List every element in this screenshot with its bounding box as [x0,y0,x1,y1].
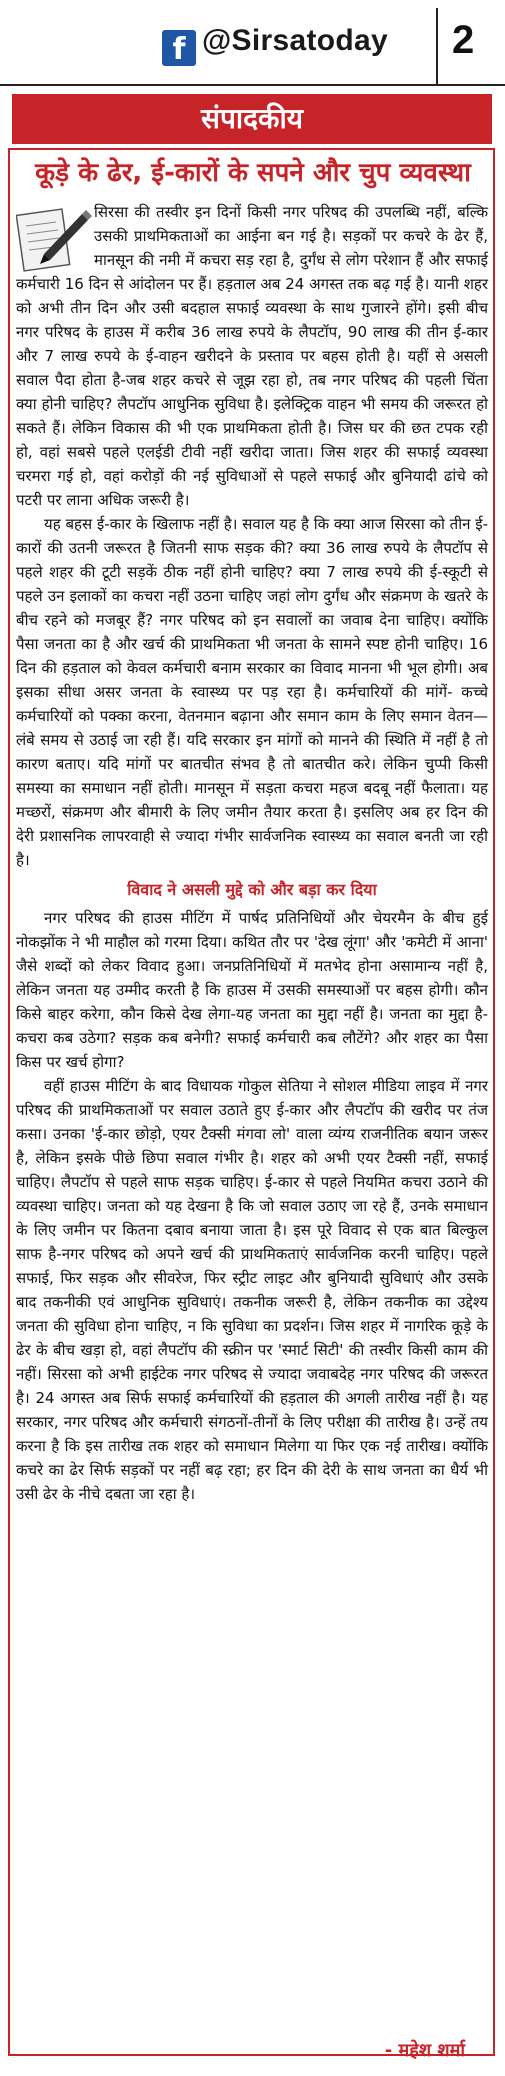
section-banner [12,94,492,144]
paragraph-3: नगर परिषद की हाउस मीटिंग में पार्षद प्रतिनिधियों और चेयरमैन के बीच हुई नोकझोंक ने भी माहौल को गरमा दिया। कथित तौर पर 'देख लूंगा' और 'कमेटी में आना' जैसे शब्दों को लेकर विवाद हुआ। जनप्रतिनिधियों में मतभेद होना असामान्य नहीं है, लेकिन जनता यह उम्मीद करती है कि हाउस में उसकी समस्याओं पर बहस होगी। कौन किसे बाहर करेगा, कौन किसे देख लेगा-यह जनता का मुद्दा नहीं है। जनता का मुद्दा है-कचरा कब उठेगा? सड़क कब बनेगी? सफाई कर्मचारी कब लौटेंगे? और शहर का पैसा किस पर खर्च होगा? [16,909,488,1071]
page-number: 2 [452,18,475,62]
article-body [16,200,488,1506]
paragraph-2: यह बहस ई-कार के खिलाफ नहीं है। सवाल यह है कि क्या आज सिरसा को तीन ई-कारों की उतनी जरूरत है जितनी साफ सड़क की? क्या 36 लाख रुपये के लैपटॉप से पहले शहर की टूटी सड़कें ठीक नहीं होनी चाहिए? क्या 7 लाख रुपये की ई-स्कूटी से पहले उन इलाकों का कचरा नहीं उठना चाहिए जहां लोग दुर्गंध और संक्रमण के खतरे के बीच रहने को मजबूर हैं? नगर परिषद को इन सवालों का जवाब देना चाहिए। क्योंकि पैसा जनता का है और खर्च की प्राथमिकता भी जनता के सामने स्पष्ट होनी चाहिए। 16 दिन की हड़ताल को केवल कर्मचारी बनाम सरकार का विवाद मानना भी भूल होगी। अब इसका सीधा असर जनता के स्वास्थ्य पर पड़ रहा है। कर्मचारियों की मांगें- कच्चे कर्मचारियों को पक्का करना, वेतनमान बढ़ाना और समान काम के लिए समान वेतन—लंबे समय से उठाई जा रही हैं। यदि सरकार इन मांगों को मानने की स्थिति में नहीं है तो कारण बताए। यदि मांगों पर बातचीत संभव है तो बातचीत करे। लेकिन चुप्पी किसी समस्या का समाधान नहीं होती। मानसून में सड़ता कचरा महज बदबू नहीं फैलाता। यह मच्छरों, संक्रमण और बीमारी के लिए जमीन तैयार करता है। इसलिए अब हर दिन की देरी प्रशासनिक लापरवाही से ज्यादा गंभीर सार्वजनिक स्वास्थ्य का सवाल बनती जा रही है। [16,515,488,869]
section-label: संपादकीय [201,102,303,135]
article-headline: कूड़े के ढेर, ई-कारों के सपने और चुप व्यवस्था [35,158,471,188]
author-byline: - महेश शर्मा [384,2040,465,2061]
header-divider [436,8,438,84]
facebook-icon: f [162,30,196,66]
subheading: विवाद ने असली मुद्दे को और बड़ा कर दिया [127,880,377,899]
paragraph-4: वहीं हाउस मीटिंग के बाद विधायक गोकुल सेतिया ने सोशल मीडिया लाइव में नगर परिषद की प्राथमिकताओं पर सवाल उठाते हुए ई-कार और लैपटॉप की खरीद पर तंज कसा। उनका 'ई-कार छोड़ो, एयर टैक्सी मंगवा लो' वाला व्यंग्य राजनीतिक बयान जरूर है, लेकिन इसके पीछे छिपा सवाल गंभीर है। शहर को अभी एयर टैक्सी नहीं, सफाई चाहिए। लैपटॉप से पहले साफ सड़क चाहिए। ई-कार से पहले नियमित कचरा उठाने की व्यवस्था चाहिए। जनता को यह देखना है कि जो सवाल उठाए जा रहे हैं, उनके समाधान के लिए जमीन पर कितना दबाव बनाया जाता है। इस पूरे विवाद से एक बात बिल्कुल साफ है-नगर परिषद को अपने खर्च की प्राथमिकताएं सार्वजनिक करनी चाहिए। पहले सफाई, फिर सड़क और सीवरेज, फिर स्ट्रीट लाइट और बुनियादी सुविधाएं और उसके बाद तकनीकी एवं आधुनिक सुविधाएं। तकनीक जरूरी है, लेकिन तकनीक का उद्देश्य जनता की सुविधा होना चाहिए, न कि सुविधा का प्रदर्शन। जिस शहर में नागरिक कूड़े के ढेर के बीच खड़ा हो, वहां लैपटॉप की स्क्रीन पर 'स्मार्ट सिटी' की तस्वीर किसी काम की नहीं। सिरसा को अभी हाईटेक नगर परिषद से ज्यादा जवाबदेह नगर परिषद की जरूरत है। 24 अगस्त अब सिर्फ सफाई कर्मचारियों की हड़ताल की अगली तारीख नहीं है। यह सरकार, नगर परिषद और कर्मचारी संगठनों-तीनों के लिए परीक्षा की तारीख है। उन्हें तय करना है कि इस तारीख तक शहर को समाधान मिलेगा या फिर एक नई तारीख। क्योंकि कचरे का ढेर सिर्फ सड़कों पर नहीं बढ़ रहा; हर दिन की देरी के साथ जनता का धैर्य भी उसी ढेर के नीचे दबता जा रहा है। [16,1077,488,1503]
page-header [0,0,505,86]
illustration-spacer [16,200,94,272]
paragraph-1: सिरसा की तस्वीर इन दिनों किसी नगर परिषद की उपलब्धि नहीं, बल्कि उसकी प्राथमिकताओं का आईना बन गई है। सड़कों पर कचरे के ढेर हैं, मानसून की नमी में कचरा सड़ रहा है, दुर्गंध से लोग परेशान हैं और सफाई कर्मचारी 16 दिन से आंदोलन पर हैं। हड़ताल अब 24 अगस्त तक बढ़ गई है। यानी शहर को अभी तीन दिन और उसी बदहाल सफाई व्यवस्था के साथ गुजारने होंगे। इसी बीच नगर परिषद के हाउस में करीब 36 लाख रुपये के लैपटॉप, 90 लाख की तीन ई-कार और 7 लाख रुपये के ई-वाहन खरीदने के प्रस्ताव पर बहस होती है। यहीं से असली सवाल पैदा होता है-जब शहर कचरे से जूझ रहा हो, तब नगर परिषद की पहली चिंता क्या होनी चाहिए? लैपटॉप आधुनिक सुविधा है। इलेक्ट्रिक वाहन भी समय की जरूरत हो सकते हैं। लेकिन विकास की भी एक प्राथमिकता होती है। जिस घर की छत टपक रही हो, वहां सबसे पहले एलईडी टीवी नहीं खरीदा जाता। जिस शहर की सफाई व्यवस्था चरमरा गई हो, वहां करोड़ों की नई सुविधाओं से पहले सफाई और बुनियादी ढांचे को पटरी पर लाना अधिक जरूरी है। [16,203,488,509]
social-handle: @Sirsatoday [202,24,388,57]
